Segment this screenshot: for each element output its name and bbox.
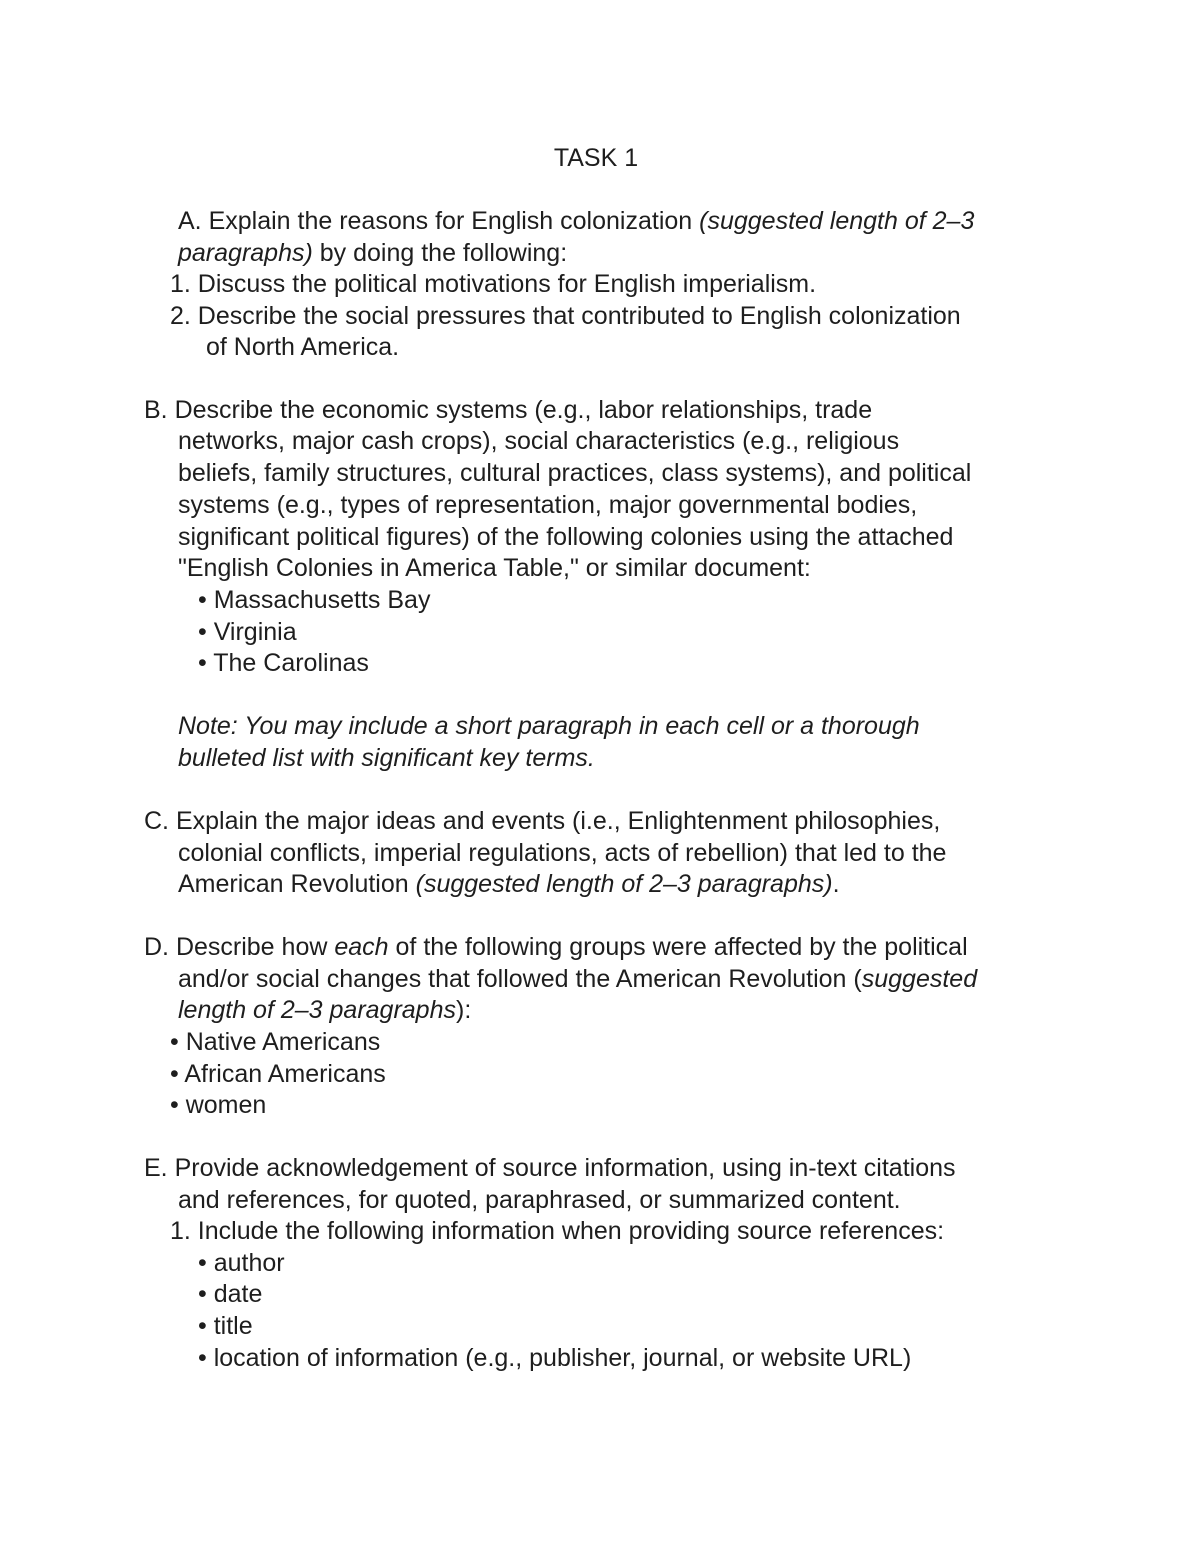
section-b-line-6: "English Colonies in America Table," or similar document: [178, 554, 811, 582]
section-e-bullet: • location of information (e.g., publisher, journal, or website URL) [198, 1344, 912, 1372]
section-d-text: D. Describe how [144, 933, 335, 961]
section-a-item-2-cont: of North America. [206, 333, 400, 361]
section-d-bullet: • women [170, 1091, 267, 1119]
section-a-text: A. Explain the reasons for English colonization [178, 207, 700, 235]
section-b-line-4: systems (e.g., types of representation, major governmental bodies, [178, 491, 918, 519]
section-a-suggested: (suggested length of 2–3 [699, 207, 975, 235]
section-d-bullet: • African Americans [170, 1060, 386, 1088]
section-d-text: and/or social changes that followed the American Revolution ( [178, 965, 862, 993]
section-d-line-3 [178, 994, 471, 1026]
section-c-line-1: C. Explain the major ideas and events (i.e., Enlightenment philosophies, [144, 807, 941, 835]
note-text: bulleted list with significant key terms. [178, 744, 595, 772]
section-d-colon: ): [456, 996, 472, 1024]
section-b-note-line-2 [178, 742, 595, 774]
section-b-line-3: beliefs, family structures, cultural practices, class systems), and political [178, 459, 972, 487]
section-c-suggested: (suggested length of 2–3 paragraphs) [415, 870, 833, 898]
section-c-line-2: colonial conflicts, imperial regulations, acts of rebellion) that led to the [178, 839, 947, 867]
section-a-paragraphs: paragraphs) [178, 239, 313, 267]
section-a-line-2 [178, 237, 567, 269]
section-e-bullet: • author [198, 1249, 285, 1277]
section-d-each: each [334, 933, 389, 961]
section-b-line-2: networks, major cash crops), social characteristics (e.g., religious [178, 427, 900, 455]
section-d-line-1 [144, 931, 968, 963]
section-b-line-1: B. Describe the economic systems (e.g., labor relationships, trade [144, 396, 873, 424]
section-c-text: American Revolution [178, 870, 416, 898]
section-a-following: by doing the following: [312, 239, 568, 267]
section-a-item-2: 2. Describe the social pressures that contributed to English colonization [170, 302, 961, 330]
section-b-note-line-1 [178, 710, 920, 742]
section-c-line-3 [178, 868, 840, 900]
section-d-text: of the following groups were affected by the political [388, 933, 968, 961]
section-b-bullet: • Massachusetts Bay [198, 586, 431, 614]
page-title: TASK 1 [553, 144, 639, 172]
section-d-length: length of 2–3 paragraphs [178, 996, 456, 1024]
section-e-bullet: • date [198, 1280, 263, 1308]
section-b-bullet: • Virginia [198, 618, 297, 646]
section-d-line-2 [178, 963, 977, 995]
section-d-suggested: suggested [861, 965, 978, 993]
section-e-item-1: 1. Include the following information when providing source references: [170, 1217, 945, 1245]
section-b-line-5: significant political figures) of the following colonies using the attached [178, 523, 954, 551]
section-a-item-1: 1. Discuss the political motivations for English imperialism. [170, 270, 817, 298]
section-c-period: . [832, 870, 840, 898]
section-e-bullet: • title [198, 1312, 253, 1340]
section-e-line-2: and references, for quoted, paraphrased, or summarized content. [178, 1186, 901, 1214]
section-b-bullet: • The Carolinas [198, 649, 369, 677]
section-d-bullet: • Native Americans [170, 1028, 381, 1056]
note-text: Note: You may include a short paragraph in each cell or a thorough [178, 712, 920, 740]
section-e-line-1: E. Provide acknowledgement of source information, using in-text citations [144, 1154, 956, 1182]
section-a-line-1 [178, 205, 974, 237]
